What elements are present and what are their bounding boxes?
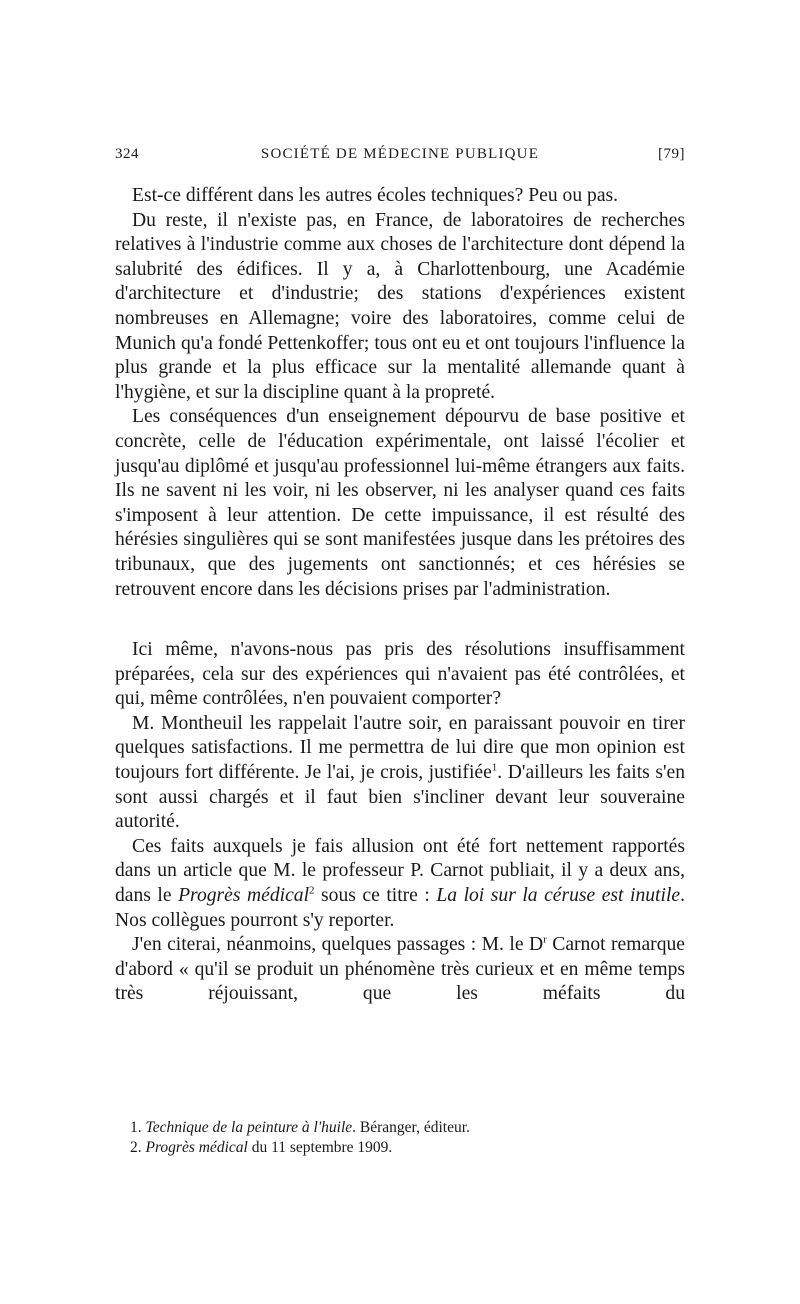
paragraph-2: Du reste, il n'existe pas, en France, de laboratoires de recherches relatives à l'industrie comme aux choses de l'architecture dont dépend la salubrité des édifices. Il y a, à Charlottenbourg, une Académie d'architecture et d'industrie; des stations d'expériences existent nombreuses en Allemagne; voire des laboratoires, comme celui de Munich qu'a fondé Pettenkoffer; tous ont eu et ont toujours l'influence la plus grande et la plus efficace sur la mentalité allemande quant à l'hygiène, et sur la discipline quant à la propreté. bbox=[115, 209, 685, 403]
footnote-2-title: Progrès médical bbox=[145, 1139, 248, 1156]
footnote-2 bbox=[130, 1138, 600, 1158]
paragraph-5 bbox=[115, 712, 685, 835]
paragraph-7 bbox=[115, 933, 685, 1007]
footnote-2-number: 2. bbox=[130, 1139, 142, 1156]
paragraph-4: Ici même, n'avons-nous pas pris des résolutions insuffisamment préparées, cela sur des expériences qui n'avaient pas été contrôlées, et qui, même contrôlées, n'en pouvaient comporter? bbox=[115, 639, 685, 710]
paragraph-3: Les conséquences d'un enseignement dépourvu de base positive et concrète, celle de l'éducation expérimentale, ont laissé l'écolier et jusqu'au diplômé et jusqu'au professionnel lui-même étrangers aux faits. Ils ne savent ni les voir, ni les observer, ni les analyser quand ces faits s'imposent à leur attention. De cette impuissance, il est résulté des hérésies singulières qui se sont manifestées jusque dans les prétoires des tribunaux, que des jugements ont sanctionnés; et ces hérésies se retrouvent encore dans les décisions prises par l'administration. bbox=[115, 406, 685, 600]
paragraph-7-text-a: J'en citerai, néanmoins, quelques passages : M. le D bbox=[132, 934, 544, 956]
paragraph-6-text-b: sous ce titre : bbox=[314, 885, 437, 907]
page-number: 324 bbox=[115, 146, 139, 162]
footnote-1-title: Technique de la peinture à l'huile bbox=[145, 1119, 353, 1136]
page-reference: [79] bbox=[658, 146, 685, 162]
paragraph-6-text-c: . Nos collègues pourront s'y reporter. bbox=[115, 885, 685, 931]
footnote-1-text: . Béranger, éditeur. bbox=[352, 1119, 470, 1136]
paragraph-5-text-a: M. Montheuil les rappelait l'autre soir, en paraissant pouvoir en tirer quelques satisfactions. Il me permettra de lui dire que mon opinion est toujours fort différente. Je l'ai, je crois, justifiée bbox=[115, 712, 685, 784]
footnote-1-number: 1. bbox=[130, 1119, 142, 1136]
article-title: La loi sur la céruse est inutile bbox=[436, 885, 681, 907]
journal-title: Progrès médical bbox=[178, 885, 310, 907]
main-text bbox=[115, 184, 685, 1007]
paragraph-5-text-b: . D'ailleurs les faits s'en sont aussi chargés et il faut bien s'incliner devant leur souveraine autorité. bbox=[115, 762, 685, 833]
section-gap bbox=[115, 602, 685, 638]
running-title: SOCIÉTÉ DE MÉDECINE PUBLIQUE bbox=[260, 146, 540, 162]
footnote-2-text: du 11 septembre 1909. bbox=[247, 1139, 393, 1156]
footnotes bbox=[130, 1118, 600, 1158]
footnote-ref-2: 2 bbox=[309, 884, 315, 897]
doctor-abbrev-sup: r bbox=[543, 933, 547, 946]
footnote-ref-1: 1 bbox=[491, 761, 498, 774]
paragraph-7-text-b: Carnot remarque d'abord « qu'il se produit un phénomène très curieux et en même temps très réjouissant, que les méfaits du bbox=[115, 934, 685, 1005]
paragraph-6 bbox=[115, 835, 685, 933]
paragraph-1: Est-ce différent dans les autres écoles techniques? Peu ou pas. bbox=[132, 185, 619, 206]
paragraph-6-text-a: Ces faits auxquels je fais allusion ont été fort nettement rapportés dans un article que M. le professeur P. Carnot publiait, il y a deux ans, dans le bbox=[115, 835, 685, 907]
running-header bbox=[115, 146, 685, 170]
footnote-1 bbox=[130, 1118, 600, 1138]
